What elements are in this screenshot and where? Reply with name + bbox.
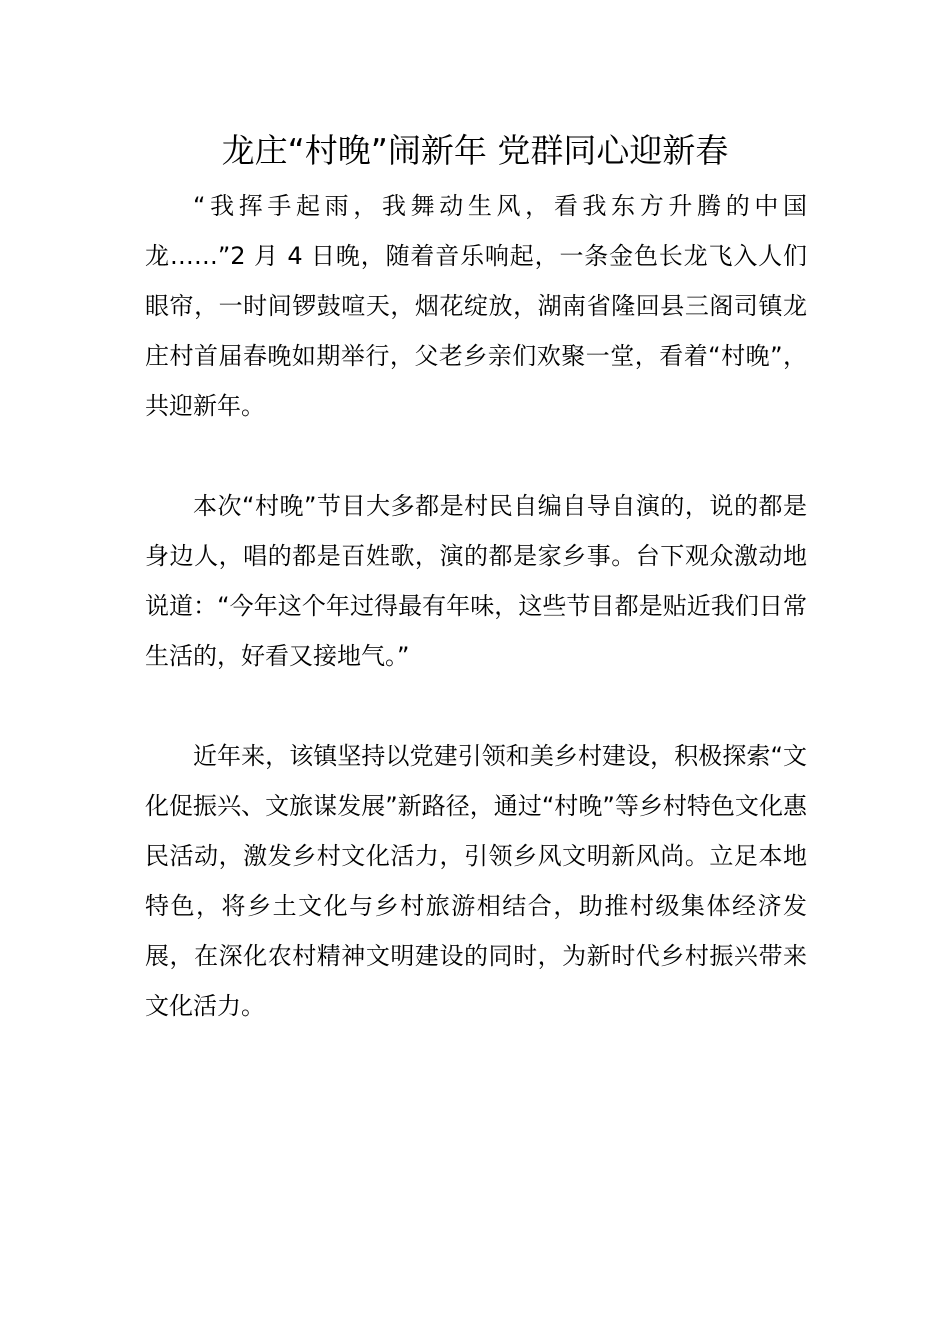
paragraph-3: 近年来，该镇坚持以党建引领和美乡村建设，积极探索“文化促振兴、文旅谋发展”新路径，通过“村晚”等乡村特色文化惠民活动，激发乡村文化活力，引领乡风文明新风尚。立足本地特色，将乡土文化与乡村旅游相结合，助推村级集体经济发展，在深化农村精神文明建设的同时，为新时代乡村振兴带来文化活力。 xyxy=(145,742,807,1020)
paragraph-2: 本次“村晚”节目大多都是村民自编自导自演的，说的都是身边人，唱的都是百姓歌，演的都是家乡事。台下观众激动地说道：“今年这个年过得最有年味，这些节目都是贴近我们日常生活的，好看又接地气。” xyxy=(145,492,807,670)
article-title: 龙庄“村晚”闹新年 党群同心迎新春 xyxy=(221,131,729,170)
paragraph-1: “我挥手起雨，我舞动生风，看我东方升腾的中国龙……”2 月 4 日晚，随着音乐响起，一条金色长龙飞入人们眼帘，一时间锣鼓喧天，烟花绽放，湖南省隆回县三阁司镇龙庄村首届春晚如期举行，父老乡亲们欢聚一堂，看着“村晚”，共迎新年。 xyxy=(145,192,807,420)
article-body xyxy=(145,181,807,1031)
